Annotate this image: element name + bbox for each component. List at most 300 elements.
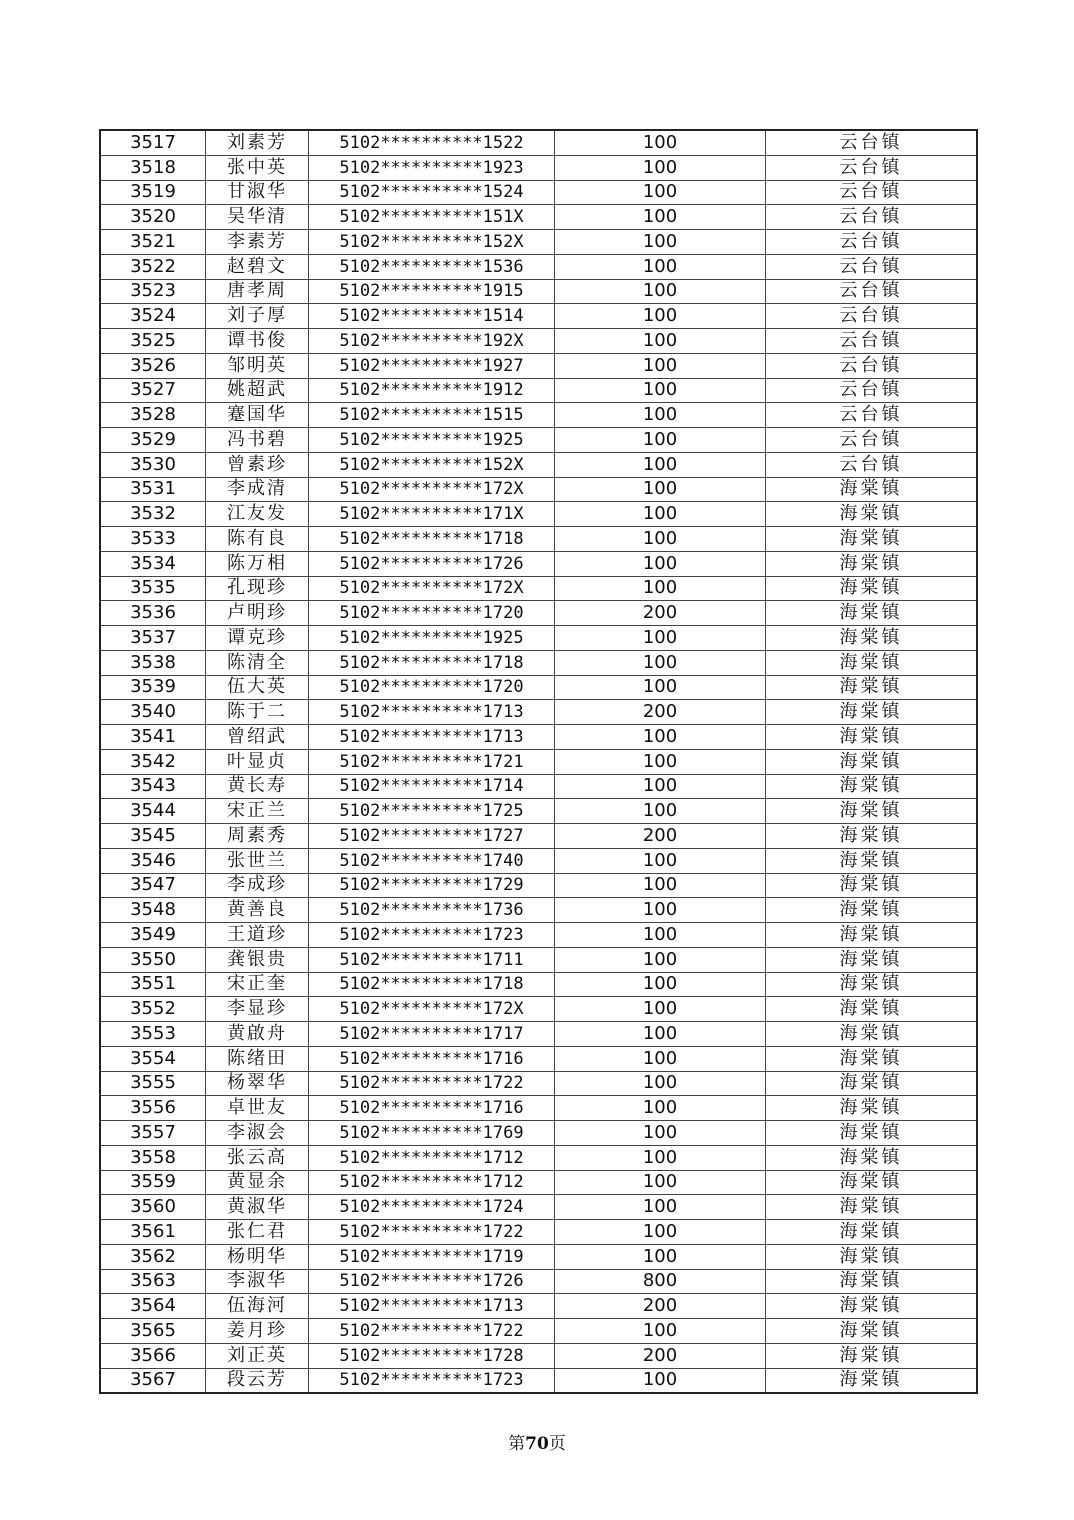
id-number-cell: 5102**********1536: [309, 254, 555, 279]
serial-number-cell: 3565: [100, 1319, 206, 1344]
name-cell: 刘子厚: [206, 304, 309, 329]
id-number-cell: 5102**********1718: [309, 650, 555, 675]
town-cell: 云台镇: [766, 205, 978, 230]
serial-number-cell: 3519: [100, 180, 206, 205]
name-cell: 张中英: [206, 155, 309, 180]
table-row: [100, 230, 977, 255]
serial-number-cell: 3539: [100, 675, 206, 700]
id-number-cell: 5102**********152X: [309, 230, 555, 255]
town-cell: 海棠镇: [766, 824, 978, 849]
amount-cell: 100: [555, 403, 766, 428]
name-cell: 刘正英: [206, 1343, 309, 1368]
name-cell: 刘素芳: [206, 130, 309, 155]
id-number-cell: 5102**********1713: [309, 1294, 555, 1319]
name-cell: 李素芳: [206, 230, 309, 255]
amount-cell: 100: [555, 1145, 766, 1170]
table-row: [100, 403, 977, 428]
serial-number-cell: 3550: [100, 947, 206, 972]
name-cell: 龚银贵: [206, 947, 309, 972]
amount-cell: 100: [555, 675, 766, 700]
name-cell: 陈有良: [206, 527, 309, 552]
id-number-cell: 5102**********1524: [309, 180, 555, 205]
id-number-cell: 5102**********1726: [309, 551, 555, 576]
id-number-cell: 5102**********1718: [309, 972, 555, 997]
table-row: [100, 576, 977, 601]
name-cell: 姜月珍: [206, 1319, 309, 1344]
town-cell: 云台镇: [766, 452, 978, 477]
name-cell: 谭克珍: [206, 626, 309, 651]
id-number-cell: 5102**********1716: [309, 1046, 555, 1071]
name-cell: 段云芳: [206, 1368, 309, 1393]
id-number-cell: 5102**********1720: [309, 675, 555, 700]
name-cell: 赵碧文: [206, 254, 309, 279]
table-row: [100, 452, 977, 477]
serial-number-cell: 3525: [100, 329, 206, 354]
amount-cell: 100: [555, 180, 766, 205]
amount-cell: 100: [555, 1121, 766, 1146]
name-cell: 唐孝周: [206, 279, 309, 304]
name-cell: 卓世友: [206, 1096, 309, 1121]
name-cell: 杨翠华: [206, 1071, 309, 1096]
serial-number-cell: 3528: [100, 403, 206, 428]
name-cell: 宋正奎: [206, 972, 309, 997]
town-cell: 海棠镇: [766, 1170, 978, 1195]
table-row: [100, 601, 977, 626]
serial-number-cell: 3517: [100, 130, 206, 155]
amount-cell: 200: [555, 1294, 766, 1319]
id-number-cell: 5102**********1515: [309, 403, 555, 428]
table-row: [100, 923, 977, 948]
serial-number-cell: 3555: [100, 1071, 206, 1096]
name-cell: 曾绍武: [206, 725, 309, 750]
serial-number-cell: 3540: [100, 700, 206, 725]
amount-cell: 100: [555, 1046, 766, 1071]
town-cell: 海棠镇: [766, 527, 978, 552]
table-row: [100, 700, 977, 725]
id-number-cell: 5102**********1722: [309, 1071, 555, 1096]
table-row: [100, 799, 977, 824]
serial-number-cell: 3532: [100, 502, 206, 527]
serial-number-cell: 3557: [100, 1121, 206, 1146]
town-cell: 海棠镇: [766, 1145, 978, 1170]
serial-number-cell: 3536: [100, 601, 206, 626]
name-cell: 黄善良: [206, 898, 309, 923]
name-cell: 姚超武: [206, 378, 309, 403]
town-cell: 云台镇: [766, 254, 978, 279]
town-cell: 海棠镇: [766, 477, 978, 502]
name-cell: 李成清: [206, 477, 309, 502]
name-cell: 蹇国华: [206, 403, 309, 428]
serial-number-cell: 3567: [100, 1368, 206, 1393]
town-cell: 云台镇: [766, 428, 978, 453]
id-number-cell: 5102**********1722: [309, 1220, 555, 1245]
serial-number-cell: 3523: [100, 279, 206, 304]
amount-cell: 100: [555, 1368, 766, 1393]
amount-cell: 100: [555, 230, 766, 255]
table-row: [100, 725, 977, 750]
table-row: [100, 1121, 977, 1146]
town-cell: 云台镇: [766, 180, 978, 205]
serial-number-cell: 3554: [100, 1046, 206, 1071]
amount-cell: 100: [555, 1319, 766, 1344]
town-cell: 海棠镇: [766, 502, 978, 527]
id-number-cell: 5102**********1736: [309, 898, 555, 923]
name-cell: 宋正兰: [206, 799, 309, 824]
name-cell: 陈绪田: [206, 1046, 309, 1071]
serial-number-cell: 3521: [100, 230, 206, 255]
name-cell: 张仁君: [206, 1220, 309, 1245]
amount-cell: 100: [555, 1220, 766, 1245]
amount-cell: 100: [555, 378, 766, 403]
id-number-cell: 5102**********1740: [309, 848, 555, 873]
name-cell: 李淑华: [206, 1269, 309, 1294]
serial-number-cell: 3538: [100, 650, 206, 675]
serial-number-cell: 3551: [100, 972, 206, 997]
town-cell: 海棠镇: [766, 873, 978, 898]
amount-cell: 100: [555, 947, 766, 972]
amount-cell: 100: [555, 254, 766, 279]
records-table-body: [100, 130, 977, 1393]
town-cell: 海棠镇: [766, 725, 978, 750]
amount-cell: 100: [555, 923, 766, 948]
id-number-cell: 5102**********1714: [309, 774, 555, 799]
name-cell: 黄显余: [206, 1170, 309, 1195]
page-footer-prefix: 第: [508, 1434, 526, 1454]
id-number-cell: 5102**********1721: [309, 749, 555, 774]
amount-cell: 100: [555, 329, 766, 354]
amount-cell: 100: [555, 972, 766, 997]
table-row: [100, 502, 977, 527]
name-cell: 张世兰: [206, 848, 309, 873]
table-row: [100, 1195, 977, 1220]
serial-number-cell: 3544: [100, 799, 206, 824]
id-number-cell: 5102**********1711: [309, 947, 555, 972]
serial-number-cell: 3549: [100, 923, 206, 948]
town-cell: 海棠镇: [766, 923, 978, 948]
page-number: 70: [525, 1434, 549, 1454]
amount-cell: 100: [555, 551, 766, 576]
amount-cell: 100: [555, 1071, 766, 1096]
town-cell: 海棠镇: [766, 650, 978, 675]
serial-number-cell: 3564: [100, 1294, 206, 1319]
id-number-cell: 5102**********172X: [309, 477, 555, 502]
id-number-cell: 5102**********1717: [309, 1022, 555, 1047]
table-row: [100, 749, 977, 774]
name-cell: 李显珍: [206, 997, 309, 1022]
name-cell: 黄长寿: [206, 774, 309, 799]
name-cell: 甘淑华: [206, 180, 309, 205]
id-number-cell: 5102**********151X: [309, 205, 555, 230]
table-row: [100, 254, 977, 279]
serial-number-cell: 3562: [100, 1244, 206, 1269]
name-cell: 曾素珍: [206, 452, 309, 477]
amount-cell: 100: [555, 304, 766, 329]
table-row: [100, 824, 977, 849]
town-cell: 云台镇: [766, 130, 978, 155]
name-cell: 吴华清: [206, 205, 309, 230]
serial-number-cell: 3537: [100, 626, 206, 651]
id-number-cell: 5102**********1927: [309, 353, 555, 378]
name-cell: 陈万相: [206, 551, 309, 576]
table-row: [100, 428, 977, 453]
town-cell: 海棠镇: [766, 1220, 978, 1245]
id-number-cell: 5102**********1726: [309, 1269, 555, 1294]
serial-number-cell: 3526: [100, 353, 206, 378]
table-row: [100, 1368, 977, 1393]
table-row: [100, 304, 977, 329]
town-cell: 海棠镇: [766, 799, 978, 824]
id-number-cell: 5102**********1716: [309, 1096, 555, 1121]
name-cell: 李淑会: [206, 1121, 309, 1146]
table-row: [100, 1319, 977, 1344]
amount-cell: 100: [555, 527, 766, 552]
id-number-cell: 5102**********1723: [309, 1368, 555, 1393]
amount-cell: 100: [555, 898, 766, 923]
town-cell: 海棠镇: [766, 1294, 978, 1319]
table-row: [100, 1220, 977, 1245]
amount-cell: 100: [555, 477, 766, 502]
town-cell: 海棠镇: [766, 1121, 978, 1146]
town-cell: 海棠镇: [766, 551, 978, 576]
name-cell: 王道珍: [206, 923, 309, 948]
amount-cell: 100: [555, 205, 766, 230]
table-row: [100, 155, 977, 180]
table-row: [100, 675, 977, 700]
name-cell: 张云高: [206, 1145, 309, 1170]
town-cell: 海棠镇: [766, 1022, 978, 1047]
serial-number-cell: 3543: [100, 774, 206, 799]
serial-number-cell: 3541: [100, 725, 206, 750]
amount-cell: 100: [555, 1195, 766, 1220]
id-number-cell: 5102**********172X: [309, 997, 555, 1022]
serial-number-cell: 3533: [100, 527, 206, 552]
id-number-cell: 5102**********1522: [309, 130, 555, 155]
town-cell: 海棠镇: [766, 601, 978, 626]
town-cell: 云台镇: [766, 378, 978, 403]
name-cell: 陈清全: [206, 650, 309, 675]
serial-number-cell: 3542: [100, 749, 206, 774]
serial-number-cell: 3535: [100, 576, 206, 601]
table-row: [100, 205, 977, 230]
serial-number-cell: 3561: [100, 1220, 206, 1245]
id-number-cell: 5102**********1769: [309, 1121, 555, 1146]
town-cell: 海棠镇: [766, 848, 978, 873]
name-cell: 黄啟舟: [206, 1022, 309, 1047]
town-cell: 海棠镇: [766, 626, 978, 651]
table-row: [100, 848, 977, 873]
name-cell: 黄淑华: [206, 1195, 309, 1220]
name-cell: 杨明华: [206, 1244, 309, 1269]
name-cell: 周素秀: [206, 824, 309, 849]
amount-cell: 200: [555, 1343, 766, 1368]
id-number-cell: 5102**********1712: [309, 1145, 555, 1170]
table-row: [100, 551, 977, 576]
table-row: [100, 1022, 977, 1047]
table-row: [100, 1294, 977, 1319]
amount-cell: 100: [555, 848, 766, 873]
town-cell: 海棠镇: [766, 898, 978, 923]
serial-number-cell: 3522: [100, 254, 206, 279]
town-cell: 海棠镇: [766, 1343, 978, 1368]
town-cell: 海棠镇: [766, 1046, 978, 1071]
serial-number-cell: 3520: [100, 205, 206, 230]
name-cell: 伍大英: [206, 675, 309, 700]
table-row: [100, 898, 977, 923]
amount-cell: 100: [555, 749, 766, 774]
records-table: [99, 129, 978, 1394]
id-number-cell: 5102**********1915: [309, 279, 555, 304]
serial-number-cell: 3560: [100, 1195, 206, 1220]
town-cell: 海棠镇: [766, 700, 978, 725]
table-row: [100, 997, 977, 1022]
id-number-cell: 5102**********1713: [309, 725, 555, 750]
town-cell: 海棠镇: [766, 675, 978, 700]
serial-number-cell: 3524: [100, 304, 206, 329]
serial-number-cell: 3552: [100, 997, 206, 1022]
serial-number-cell: 3566: [100, 1343, 206, 1368]
amount-cell: 100: [555, 353, 766, 378]
name-cell: 伍海河: [206, 1294, 309, 1319]
id-number-cell: 5102**********1514: [309, 304, 555, 329]
id-number-cell: 5102**********1719: [309, 1244, 555, 1269]
id-number-cell: 5102**********1723: [309, 923, 555, 948]
town-cell: 云台镇: [766, 329, 978, 354]
town-cell: 云台镇: [766, 279, 978, 304]
id-number-cell: 5102**********1718: [309, 527, 555, 552]
amount-cell: 100: [555, 725, 766, 750]
serial-number-cell: 3518: [100, 155, 206, 180]
table-row: [100, 477, 977, 502]
table-row: [100, 1244, 977, 1269]
amount-cell: 100: [555, 452, 766, 477]
town-cell: 海棠镇: [766, 997, 978, 1022]
id-number-cell: 5102**********1925: [309, 428, 555, 453]
serial-number-cell: 3558: [100, 1145, 206, 1170]
name-cell: 孔现珍: [206, 576, 309, 601]
town-cell: 海棠镇: [766, 774, 978, 799]
town-cell: 云台镇: [766, 155, 978, 180]
serial-number-cell: 3534: [100, 551, 206, 576]
serial-number-cell: 3559: [100, 1170, 206, 1195]
page-footer-suffix: 页: [548, 1434, 566, 1454]
name-cell: 江友发: [206, 502, 309, 527]
town-cell: 海棠镇: [766, 1269, 978, 1294]
amount-cell: 100: [555, 650, 766, 675]
id-number-cell: 5102**********172X: [309, 576, 555, 601]
id-number-cell: 5102**********1923: [309, 155, 555, 180]
serial-number-cell: 3531: [100, 477, 206, 502]
id-number-cell: 5102**********1912: [309, 378, 555, 403]
table-row: [100, 279, 977, 304]
table-row: [100, 130, 977, 155]
town-cell: 海棠镇: [766, 947, 978, 972]
table-row: [100, 1170, 977, 1195]
serial-number-cell: 3547: [100, 873, 206, 898]
serial-number-cell: 3546: [100, 848, 206, 873]
amount-cell: 100: [555, 1170, 766, 1195]
serial-number-cell: 3529: [100, 428, 206, 453]
town-cell: 海棠镇: [766, 1195, 978, 1220]
amount-cell: 200: [555, 824, 766, 849]
serial-number-cell: 3563: [100, 1269, 206, 1294]
town-cell: 海棠镇: [766, 1368, 978, 1393]
table-row: [100, 353, 977, 378]
amount-cell: 200: [555, 700, 766, 725]
table-row: [100, 972, 977, 997]
town-cell: 海棠镇: [766, 576, 978, 601]
id-number-cell: 5102**********1713: [309, 700, 555, 725]
table-row: [100, 774, 977, 799]
name-cell: 叶显贞: [206, 749, 309, 774]
table-row: [100, 1269, 977, 1294]
serial-number-cell: 3548: [100, 898, 206, 923]
amount-cell: 800: [555, 1269, 766, 1294]
town-cell: 云台镇: [766, 403, 978, 428]
table-row: [100, 1096, 977, 1121]
id-number-cell: 5102**********1729: [309, 873, 555, 898]
name-cell: 邹明英: [206, 353, 309, 378]
table-row: [100, 527, 977, 552]
id-number-cell: 5102**********1925: [309, 626, 555, 651]
id-number-cell: 5102**********192X: [309, 329, 555, 354]
id-number-cell: 5102**********1728: [309, 1343, 555, 1368]
table-row: [100, 329, 977, 354]
amount-cell: 100: [555, 1244, 766, 1269]
town-cell: 云台镇: [766, 304, 978, 329]
town-cell: 海棠镇: [766, 1096, 978, 1121]
table-row: [100, 873, 977, 898]
id-number-cell: 5102**********152X: [309, 452, 555, 477]
name-cell: 李成珍: [206, 873, 309, 898]
table-row: [100, 1071, 977, 1096]
amount-cell: 100: [555, 155, 766, 180]
name-cell: 冯书碧: [206, 428, 309, 453]
amount-cell: 100: [555, 576, 766, 601]
id-number-cell: 5102**********1724: [309, 1195, 555, 1220]
table-row: [100, 1046, 977, 1071]
amount-cell: 100: [555, 502, 766, 527]
town-cell: 海棠镇: [766, 1244, 978, 1269]
serial-number-cell: 3545: [100, 824, 206, 849]
serial-number-cell: 3530: [100, 452, 206, 477]
amount-cell: 100: [555, 130, 766, 155]
id-number-cell: 5102**********1712: [309, 1170, 555, 1195]
table-row: [100, 1343, 977, 1368]
amount-cell: 100: [555, 997, 766, 1022]
town-cell: 海棠镇: [766, 749, 978, 774]
table-row: [100, 947, 977, 972]
amount-cell: 100: [555, 873, 766, 898]
serial-number-cell: 3556: [100, 1096, 206, 1121]
name-cell: 谭书俊: [206, 329, 309, 354]
id-number-cell: 5102**********1720: [309, 601, 555, 626]
town-cell: 云台镇: [766, 230, 978, 255]
name-cell: 陈于二: [206, 700, 309, 725]
table-row: [100, 378, 977, 403]
town-cell: 海棠镇: [766, 972, 978, 997]
amount-cell: 100: [555, 1096, 766, 1121]
serial-number-cell: 3553: [100, 1022, 206, 1047]
table-row: [100, 1145, 977, 1170]
town-cell: 云台镇: [766, 353, 978, 378]
id-number-cell: 5102**********1722: [309, 1319, 555, 1344]
amount-cell: 100: [555, 774, 766, 799]
amount-cell: 100: [555, 1022, 766, 1047]
table-row: [100, 180, 977, 205]
name-cell: 卢明珍: [206, 601, 309, 626]
amount-cell: 100: [555, 279, 766, 304]
amount-cell: 200: [555, 601, 766, 626]
